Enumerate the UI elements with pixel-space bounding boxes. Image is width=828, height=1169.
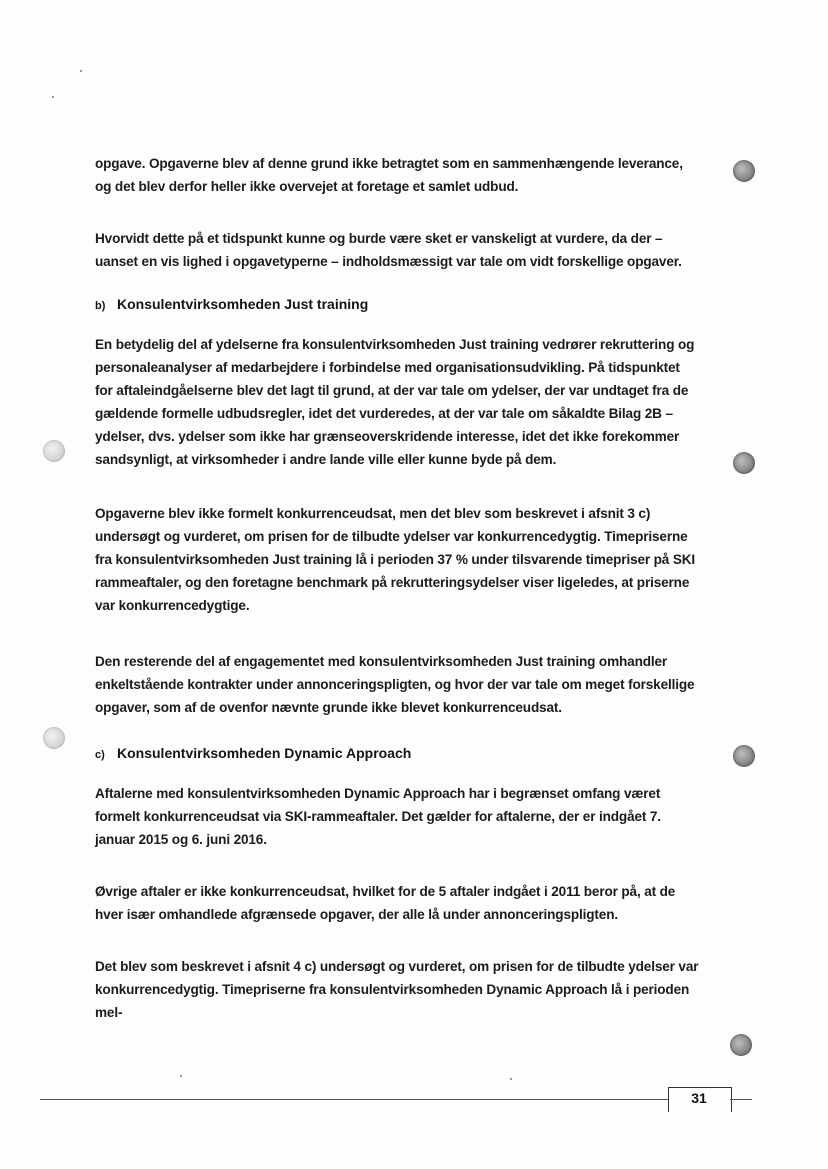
- section-heading-c: [95, 745, 700, 761]
- punch-hole-icon: [733, 745, 755, 767]
- footer-rule-right: [730, 1099, 752, 1100]
- page-number: 31: [691, 1090, 707, 1106]
- scan-speck: [180, 1075, 182, 1077]
- paragraph-4: Opgaverne blev ikke formelt konkurrenceudsat, men det blev som beskrevet i afsnit 3 c) undersøgt og vurderet, om prisen for de tilbudte ydelser var konkurrencedygtig. Timepriserne fra konsulentvirksomheden Just training lå i perioden 37 % under tilsvarende timepriser på SKI rammeaftaler, og den foretagne benchmark på rekrutteringsydelser viser ligeledes, at priserne var konkurrencedygtige.: [95, 506, 696, 613]
- section-marker-c: c): [95, 749, 105, 761]
- section-title-b: Konsulentvirksomheden Just training: [117, 296, 369, 312]
- scan-speck: [80, 70, 82, 72]
- scan-speck: [52, 96, 54, 98]
- paragraph-8: Det blev som beskrevet i afsnit 4 c) undersøgt og vurderet, om prisen for de tilbudte ydelser var konkurrencedygtig. Timepriserne fra konsulentvirksomheden Dynamic Approach lå i perioden mel-: [95, 959, 699, 1020]
- section-marker-b: b): [95, 300, 106, 312]
- paragraph-7: Øvrige aftaler er ikke konkurrenceudsat, hvilket for de 5 aftaler indgået i 2011 beror på, at de hver især omhandlede afgrænsede opgaver, der alle lå under annonceringspligten.: [95, 884, 676, 922]
- punch-hole-icon: [730, 1034, 752, 1056]
- paragraph-6: Aftalerne med konsulentvirksomheden Dynamic Approach har i begrænset omfang været formelt konkurrenceudsat via SKI-rammeaftaler. Det gælder for aftalerne, der er indgået 7. januar 2015 og 6. juni 2016.: [95, 786, 661, 847]
- paragraph-2: Hvorvidt dette på et tidspunkt kunne og burde være sket er vanskeligt at vurdere, da der – uanset en vis lighed i opgavetyperne – indholdsmæssigt var tale om vidt forskellige opgaver.: [95, 231, 682, 269]
- punch-hole-icon: [733, 452, 755, 474]
- paragraph-5: Den resterende del af engagementet med konsulentvirksomheden Just training omhandler enkeltstående kontrakter under annonceringspligten, og hvor der var tale om meget forskellige opgaver, som af de ovenfor nævnte grunde ikke blevet konkurrenceudsat.: [95, 654, 695, 715]
- section-title-c: Konsulentvirksomheden Dynamic Approach: [117, 745, 412, 761]
- punch-hole-icon: [43, 440, 65, 462]
- footer-rule: [40, 1099, 668, 1100]
- scan-speck: [510, 1078, 512, 1080]
- paragraph-3: En betydelig del af ydelserne fra konsulentvirksomheden Just training vedrører rekruttering og personaleanalyser af medarbejdere i forbindelse med organisationsudvikling. På tidspunktet for aftaleindgåelserne blev det lagt til grund, at der var tale om ydelser, der var undtaget fra de gældende formelle udbudsregler, idet det vurderedes, at der var tale om såkaldte Bilag 2B – ydelser, dvs. ydelser som ikke har grænseoverskridende interesse, idet det ikke forekommer sandsynligt, at virksomheder i andre lande ville eller kunne byde på dem.: [95, 337, 695, 467]
- punch-hole-icon: [43, 727, 65, 749]
- section-heading-b: [95, 296, 700, 312]
- punch-hole-icon: [733, 160, 755, 182]
- paragraph-1: opgave. Opgaverne blev af denne grund ikke betragtet som en sammenhængende leverance, og det blev derfor heller ikke overvejet at foretage et samlet udbud.: [95, 156, 683, 194]
